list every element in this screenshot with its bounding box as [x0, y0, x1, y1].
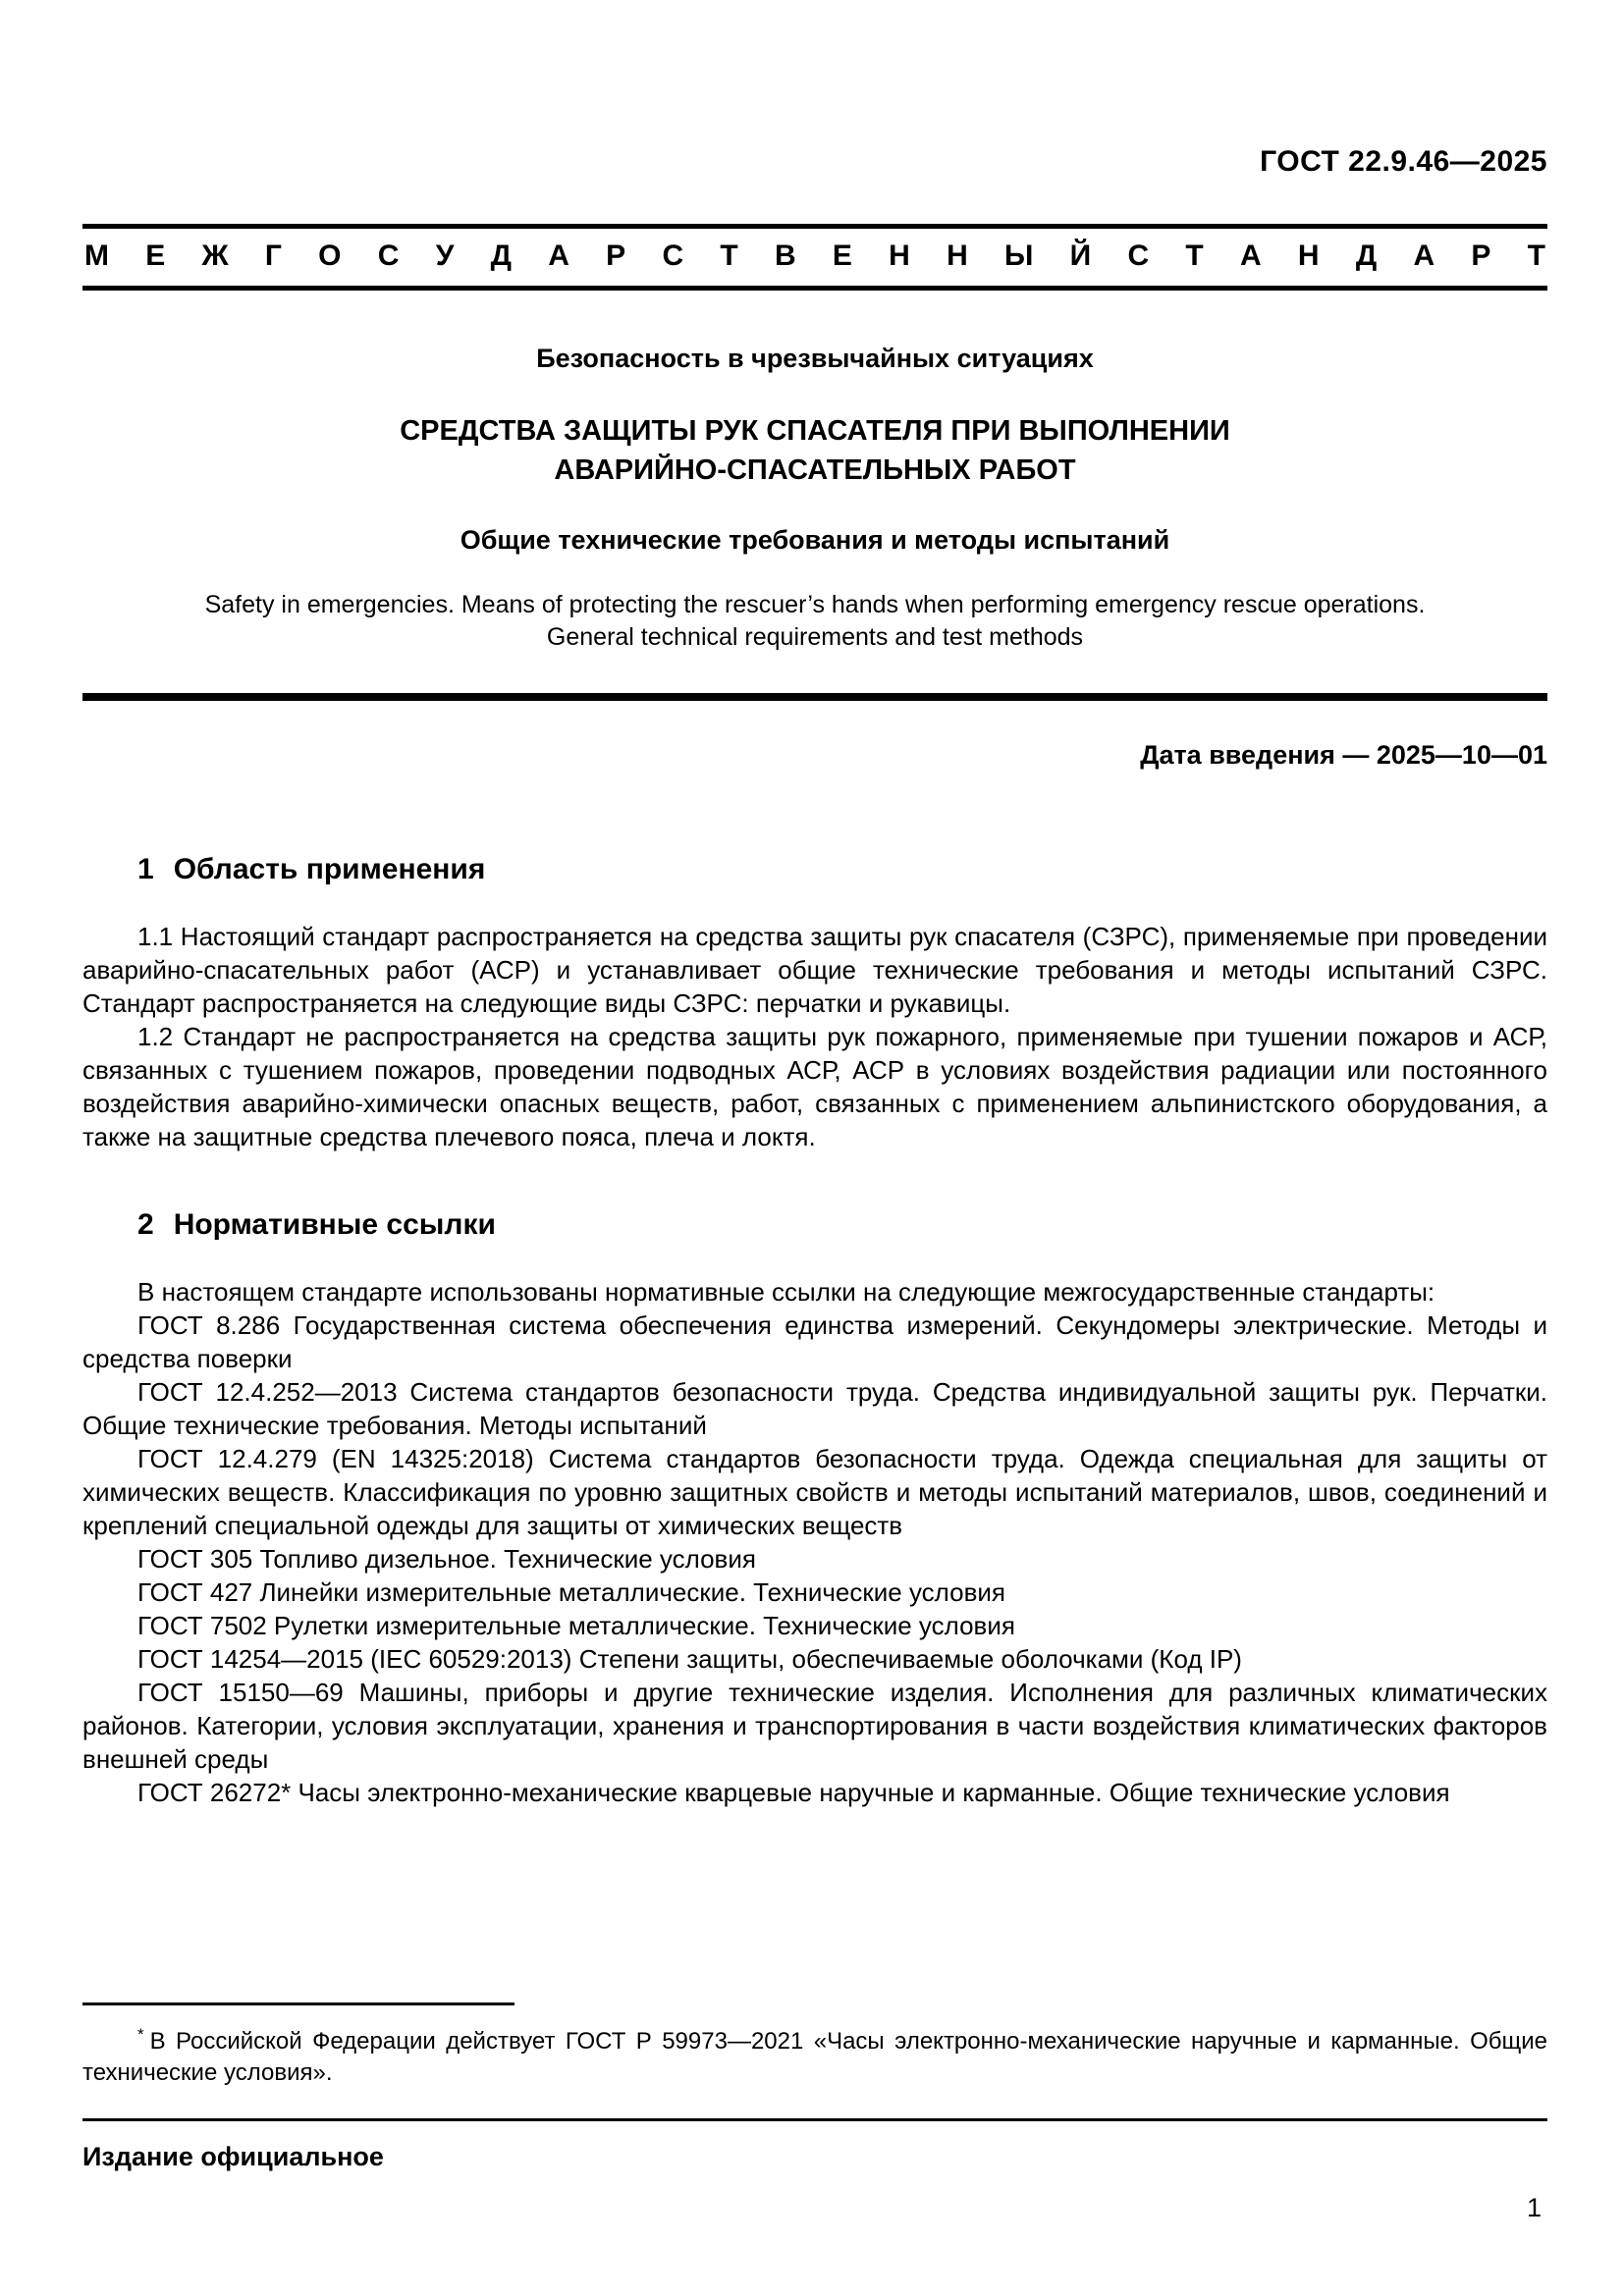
- section-heading: [82, 1208, 1547, 1242]
- footer-rule: [82, 2118, 1547, 2121]
- document-subtitle: Общие технические требования и методы испытаний: [460, 525, 1170, 555]
- paragraph: 1.2 Стандарт не распространяется на средства защиты рук пожарного, применяемые при тушении пожаров и АСР, связанных с тушением пожаров, проведении подводных АСР, АСР в условиях воздействия радиации или постоянного воздействия аварийно-химически опасных веществ, работ, связанных с применением альпинистского оборудования, а также на защитные средства плечевого пояса, плеча и локтя.: [82, 1022, 1547, 1151]
- doc-number: ГОСТ 22.9.46—2025: [1260, 145, 1547, 178]
- gost-reference: ГОСТ 15150—69 Машины, приборы и другие технические изделия. Исполнения для различных климатических районов. Категории, условия эксплуатации, хранения и транспортирования в части воздействия климатических факторов внешней среды: [82, 1678, 1547, 1774]
- gost-reference: ГОСТ 26272* Часы электронно-механические кварцевые наручные и карманные. Общие технические условия: [137, 1778, 1450, 1807]
- document-title-english-line2: General technical requirements and test methods: [546, 623, 1084, 651]
- gost-reference: ГОСТ 7502 Рулетки измерительные металлические. Технические условия: [137, 1611, 1015, 1640]
- section-title: Область применения: [173, 853, 486, 885]
- footnote-marker: *: [137, 2025, 144, 2044]
- footnote-rule: [82, 2002, 514, 2005]
- gost-reference: ГОСТ 305 Топливо дизельное. Технические условия: [137, 1544, 756, 1574]
- footnote-text: В Российской Федерации действует ГОСТ Р 59973—2021 «Часы электронно-механические наручные и карманные. Общие технические условия».: [82, 2028, 1547, 2086]
- section-number: 1: [137, 853, 154, 885]
- footnote-block: [82, 2002, 1547, 2089]
- section-normative-references: [82, 1208, 1547, 1809]
- gost-reference: ГОСТ 12.4.279 (EN 14325:2018) Система стандартов безопасности труда. Одежда специальная для защиты от химических веществ. Классификация по уровню защитных свойств и методы испытаний материалов, швов, соединений и креплений специальной одежды для защиты от химических веществ: [82, 1444, 1547, 1540]
- document-title-english-line1: Safety in emergencies. Means of protecting the rescuer’s hands when performing emergency rescue operations.: [204, 591, 1426, 618]
- gost-reference: ГОСТ 14254—2015 (IEC 60529:2013) Степени защиты, обеспечиваемые оболочками (Код IP): [137, 1644, 1242, 1674]
- title-separator-rule: [82, 693, 1547, 701]
- standard-type-banner: М Е Ж Г О С У Д А Р С Т В Е Н Н Ы Й С Т А Н Д А Р Т: [82, 224, 1547, 291]
- page-number: 1: [1526, 2193, 1542, 2222]
- gost-reference: ГОСТ 12.4.252—2013 Система стандартов безопасности труда. Средства индивидуальной защиты рук. Перчатки. Общие технические требования. Методы испытаний: [82, 1377, 1547, 1440]
- document-title-line2: АВАРИЙНО-СПАСАТЕЛЬНЫХ РАБОТ: [554, 454, 1076, 486]
- effective-date: Дата введения — 2025—10—01: [1140, 740, 1547, 770]
- document-title: [82, 411, 1547, 490]
- paragraph: В настоящем стандарте использованы нормативные ссылки на следующие межгосударственные стандарты:: [137, 1277, 1435, 1307]
- subject-area-title: Безопасность в чрезвычайных ситуациях: [536, 344, 1094, 373]
- document-title-line1: СРЕДСТВА ЗАЩИТЫ РУК СПАСАТЕЛЯ ПРИ ВЫПОЛНЕНИИ: [400, 415, 1230, 447]
- edition-note: Издание официальное: [82, 2142, 384, 2171]
- gost-reference: ГОСТ 8.286 Государственная система обеспечения единства измерений. Секундомеры электрические. Методы и средства поверки: [82, 1310, 1547, 1373]
- gost-reference: ГОСТ 427 Линейки измерительные металлические. Технические условия: [137, 1577, 1005, 1607]
- section-heading: [82, 853, 1547, 886]
- document-title-english: [82, 589, 1547, 654]
- paragraph: 1.1 Настоящий стандарт распространяется на средства защиты рук спасателя (СЗРС), применяемые при проведении аварийно-спасательных работ (АСР) и устанавливает общие технические требования и методы испытаний СЗРС. Стандарт распространяется на следующие виды СЗРС: перчатки и рукавицы.: [82, 922, 1547, 1018]
- section-title: Нормативные ссылки: [173, 1208, 496, 1241]
- section-scope: [82, 853, 1547, 1153]
- section-number: 2: [137, 1208, 154, 1241]
- footnote: [82, 2019, 1547, 2089]
